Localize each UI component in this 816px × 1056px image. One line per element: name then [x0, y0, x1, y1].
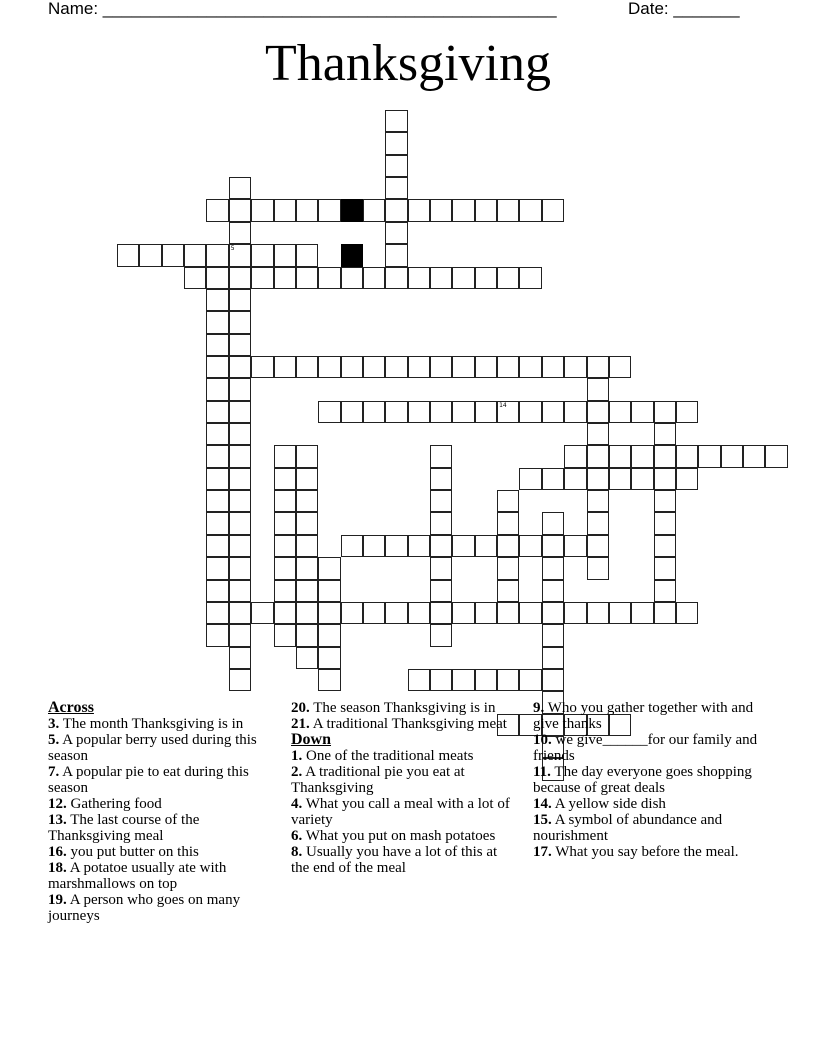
grid-cell[interactable] — [274, 356, 296, 378]
clue-text: A traditional pie you eat at Thanksgiving — [291, 764, 465, 796]
grid-cell[interactable] — [229, 602, 251, 624]
grid-cell[interactable] — [229, 177, 251, 199]
clue-number: 15. — [533, 812, 552, 828]
clue-across-21 — [291, 716, 517, 732]
grid-cell[interactable] — [452, 267, 474, 289]
grid-cell[interactable] — [206, 401, 228, 423]
grid-cell[interactable] — [229, 401, 251, 423]
clue-across-13 — [48, 812, 270, 844]
grid-cell[interactable] — [296, 356, 318, 378]
clues-column-3 — [533, 700, 763, 860]
grid-cell[interactable] — [408, 267, 430, 289]
clue-text: A traditional Thanksgiving meat — [312, 716, 507, 732]
grid-cell[interactable] — [296, 624, 318, 646]
clue-text: The month Thanksgiving is in — [62, 716, 244, 732]
grid-cell[interactable] — [229, 535, 251, 557]
grid-cell[interactable] — [587, 602, 609, 624]
clue-text: A popular berry used during this season — [48, 732, 257, 764]
grid-cell[interactable] — [564, 468, 586, 490]
grid-cell[interactable] — [408, 602, 430, 624]
grid-cell[interactable] — [229, 267, 251, 289]
grid-cell[interactable] — [542, 580, 564, 602]
grid-cell[interactable] — [519, 401, 541, 423]
grid-cell[interactable] — [587, 423, 609, 445]
grid-cell[interactable] — [654, 557, 676, 579]
grid-cell[interactable] — [318, 624, 340, 646]
grid-cell[interactable] — [274, 602, 296, 624]
grid-cell[interactable] — [430, 669, 452, 691]
grid-cell[interactable] — [631, 468, 653, 490]
grid-cell[interactable] — [430, 490, 452, 512]
grid-cell[interactable] — [519, 267, 541, 289]
grid-cell[interactable] — [139, 244, 161, 266]
grid-cell[interactable] — [206, 378, 228, 400]
clue-across-18 — [48, 860, 270, 892]
clue-text: One of the traditional meats — [306, 748, 474, 764]
grid-cell[interactable] — [430, 356, 452, 378]
grid-cell[interactable] — [318, 557, 340, 579]
grid-cell[interactable] — [542, 647, 564, 669]
grid-cell[interactable] — [206, 557, 228, 579]
clue-text: A popular pie to eat during this season — [48, 764, 249, 796]
grid-cell[interactable] — [206, 624, 228, 646]
clue-down-17 — [533, 844, 763, 860]
grid-cell[interactable] — [587, 401, 609, 423]
blocked-cell — [341, 244, 363, 266]
clue-text: What you say before the meal. — [555, 844, 739, 860]
clue-down-10 — [533, 732, 763, 764]
grid-cell[interactable] — [206, 535, 228, 557]
grid-cell[interactable] — [654, 445, 676, 467]
grid-cell[interactable] — [318, 647, 340, 669]
grid-cell[interactable] — [587, 356, 609, 378]
grid-cell[interactable] — [430, 401, 452, 423]
grid-cell[interactable] — [274, 244, 296, 266]
grid-cell[interactable] — [385, 535, 407, 557]
grid-cell[interactable] — [229, 222, 251, 244]
clue-number: 2. — [291, 764, 303, 780]
grid-cell[interactable] — [206, 244, 228, 266]
grid-cell[interactable] — [452, 199, 474, 221]
grid-cell[interactable] — [229, 334, 251, 356]
grid-cell[interactable] — [206, 334, 228, 356]
grid-cell[interactable] — [542, 557, 564, 579]
grid-cell[interactable] — [587, 557, 609, 579]
grid-cell[interactable] — [519, 468, 541, 490]
grid-cell[interactable] — [274, 267, 296, 289]
grid-cell[interactable] — [296, 580, 318, 602]
grid-cell[interactable] — [542, 468, 564, 490]
grid-cell[interactable] — [430, 535, 452, 557]
clue-text: A person who goes on many journeys — [48, 892, 241, 924]
grid-cell[interactable] — [184, 267, 206, 289]
grid-cell[interactable] — [519, 669, 541, 691]
grid-cell[interactable] — [676, 468, 698, 490]
grid-cell[interactable] — [274, 624, 296, 646]
grid-cell[interactable] — [385, 199, 407, 221]
grid-cell[interactable] — [497, 580, 519, 602]
grid-cell[interactable] — [385, 222, 407, 244]
grid-cell[interactable] — [654, 401, 676, 423]
grid-cell[interactable] — [408, 199, 430, 221]
clue-down-2 — [291, 764, 517, 796]
grid-cell[interactable] — [206, 602, 228, 624]
clue-down-9 — [533, 700, 763, 732]
grid-cell[interactable] — [654, 580, 676, 602]
grid-cell[interactable] — [206, 490, 228, 512]
clue-across-20 — [291, 700, 517, 716]
grid-cell[interactable] — [251, 602, 273, 624]
grid-cell[interactable] — [542, 624, 564, 646]
grid-cell[interactable] — [430, 445, 452, 467]
clue-text: The day everyone goes shopping because of great deals — [533, 764, 752, 796]
grid-cell[interactable] — [363, 602, 385, 624]
grid-cell[interactable] — [117, 244, 139, 266]
clue-across-12 — [48, 796, 270, 812]
grid-cell[interactable] — [296, 267, 318, 289]
grid-cell[interactable] — [251, 267, 273, 289]
grid-cell[interactable] — [385, 177, 407, 199]
grid-cell[interactable] — [497, 401, 519, 423]
clue-number: 16. — [48, 844, 67, 860]
grid-cell[interactable] — [296, 647, 318, 669]
grid-cell[interactable] — [452, 669, 474, 691]
clue-number: 6. — [291, 828, 303, 844]
grid-cell[interactable] — [229, 512, 251, 534]
grid-cell[interactable] — [274, 468, 296, 490]
grid-cell[interactable] — [519, 602, 541, 624]
grid-cell[interactable] — [587, 535, 609, 557]
grid-cell[interactable] — [341, 267, 363, 289]
grid-cell[interactable] — [318, 580, 340, 602]
grid-cell[interactable] — [274, 445, 296, 467]
grid-cell[interactable] — [408, 356, 430, 378]
grid-cell[interactable] — [430, 512, 452, 534]
grid-cell[interactable] — [609, 602, 631, 624]
clue-number: 19. — [48, 892, 67, 908]
grid-cell[interactable] — [385, 401, 407, 423]
grid-cell[interactable] — [587, 512, 609, 534]
clue-down-1 — [291, 748, 517, 764]
clue-number: 18. — [48, 860, 67, 876]
clue-number: 10. — [533, 732, 552, 748]
grid-cell[interactable] — [452, 602, 474, 624]
grid-cell[interactable] — [206, 512, 228, 534]
grid-cell[interactable] — [251, 199, 273, 221]
grid-cell[interactable] — [497, 669, 519, 691]
grid-cell[interactable] — [318, 356, 340, 378]
clue-text: A potatoe usually ate with marshmallows on top — [48, 860, 227, 892]
grid-cell[interactable] — [698, 445, 720, 467]
grid-cell[interactable] — [229, 557, 251, 579]
grid-cell[interactable] — [296, 512, 318, 534]
grid-cell[interactable] — [341, 535, 363, 557]
clue-number: 12. — [48, 796, 67, 812]
name-field-label: Name: ________________________________________________ — [48, 0, 557, 18]
grid-cell[interactable] — [206, 199, 228, 221]
grid-cell[interactable] — [587, 490, 609, 512]
grid-cell[interactable] — [587, 468, 609, 490]
grid-cell[interactable] — [296, 445, 318, 467]
grid-cell[interactable] — [162, 244, 184, 266]
grid-cell[interactable] — [229, 356, 251, 378]
down-heading: Down — [291, 731, 332, 748]
grid-cell[interactable] — [385, 155, 407, 177]
grid-cell[interactable] — [609, 401, 631, 423]
clue-number: 3. — [48, 716, 60, 732]
clue-text: Usually you have a lot of this at the end of the meal — [291, 844, 498, 876]
grid-cell[interactable] — [385, 244, 407, 266]
clue-across-3 — [48, 716, 270, 732]
blocked-cell — [341, 199, 363, 221]
clue-across-7 — [48, 764, 270, 796]
grid-cell[interactable] — [385, 110, 407, 132]
clue-across-5 — [48, 732, 270, 764]
clue-text: The season Thanksgiving is in — [313, 700, 496, 716]
grid-cell[interactable] — [385, 267, 407, 289]
grid-cell[interactable] — [676, 401, 698, 423]
grid-cell[interactable] — [206, 445, 228, 467]
grid-cell[interactable] — [542, 356, 564, 378]
grid-cell[interactable] — [542, 401, 564, 423]
clue-number: 21. — [291, 716, 310, 732]
clue-number: 5. — [48, 732, 60, 748]
clue-number: 11. — [533, 764, 551, 780]
grid-cell[interactable] — [587, 378, 609, 400]
grid-cell[interactable] — [274, 490, 296, 512]
clue-number: 1. — [291, 748, 303, 764]
grid-cell[interactable] — [296, 199, 318, 221]
grid-cell[interactable] — [497, 602, 519, 624]
grid-cell[interactable] — [654, 490, 676, 512]
grid-cell[interactable] — [452, 356, 474, 378]
grid-cell[interactable] — [229, 468, 251, 490]
clue-down-14 — [533, 796, 763, 812]
grid-cell[interactable] — [542, 535, 564, 557]
grid-cell[interactable] — [274, 580, 296, 602]
clue-text: Who you gather together with and give thanks — [533, 700, 754, 732]
clue-text: A symbol of abundance and nourishment — [533, 812, 723, 844]
clue-number-label: 3 — [342, 200, 347, 208]
grid-cell[interactable] — [206, 356, 228, 378]
grid-cell[interactable] — [721, 445, 743, 467]
clue-number: 4. — [291, 796, 303, 812]
grid-cell[interactable] — [296, 557, 318, 579]
grid-cell[interactable] — [497, 356, 519, 378]
grid-cell[interactable] — [318, 401, 340, 423]
grid-cell[interactable] — [654, 512, 676, 534]
grid-cell[interactable] — [475, 356, 497, 378]
clue-text: we give______for our family and friends — [533, 732, 758, 764]
grid-cell[interactable] — [475, 199, 497, 221]
grid-cell[interactable] — [609, 468, 631, 490]
grid-cell[interactable] — [564, 602, 586, 624]
grid-cell[interactable] — [363, 356, 385, 378]
clue-number: 8. — [291, 844, 303, 860]
grid-cell[interactable] — [519, 535, 541, 557]
grid-cell[interactable] — [229, 311, 251, 333]
clues-column-1 — [48, 700, 270, 924]
grid-cell[interactable] — [654, 468, 676, 490]
grid-cell[interactable] — [564, 401, 586, 423]
grid-cell[interactable] — [765, 445, 787, 467]
grid-cell[interactable] — [475, 602, 497, 624]
grid-cell[interactable] — [229, 378, 251, 400]
grid-cell[interactable] — [475, 401, 497, 423]
clue-text: What you put on mash potatoes — [305, 828, 496, 844]
grid-cell[interactable] — [229, 289, 251, 311]
clue-down-8 — [291, 844, 517, 876]
grid-cell[interactable] — [274, 199, 296, 221]
page-title: Thanksgiving — [265, 35, 551, 92]
grid-cell[interactable] — [654, 602, 676, 624]
grid-cell[interactable] — [296, 244, 318, 266]
grid-cell[interactable] — [229, 624, 251, 646]
grid-cell[interactable] — [609, 356, 631, 378]
clue-number: 9. — [533, 700, 545, 716]
grid-cell[interactable] — [318, 602, 340, 624]
grid-cell[interactable] — [497, 557, 519, 579]
grid-cell[interactable] — [676, 602, 698, 624]
grid-cell[interactable] — [542, 602, 564, 624]
grid-cell[interactable] — [408, 401, 430, 423]
grid-cell[interactable] — [542, 199, 564, 221]
grid-cell[interactable] — [341, 356, 363, 378]
clue-number: 13. — [48, 812, 67, 828]
grid-cell[interactable] — [430, 580, 452, 602]
grid-cell[interactable] — [587, 445, 609, 467]
grid-cell[interactable] — [206, 423, 228, 445]
grid-cell[interactable] — [274, 557, 296, 579]
grid-cell[interactable] — [206, 311, 228, 333]
grid-cell[interactable] — [475, 535, 497, 557]
grid-cell[interactable] — [654, 423, 676, 445]
grid-cell[interactable] — [206, 267, 228, 289]
grid-cell[interactable] — [385, 602, 407, 624]
grid-cell[interactable] — [542, 669, 564, 691]
grid-cell[interactable] — [385, 356, 407, 378]
grid-cell[interactable] — [318, 267, 340, 289]
clue-text: Gathering food — [70, 796, 162, 812]
grid-cell[interactable] — [452, 535, 474, 557]
grid-cell[interactable] — [229, 199, 251, 221]
clue-number-label: 5 — [230, 245, 235, 253]
grid-cell[interactable] — [274, 512, 296, 534]
grid-cell[interactable] — [497, 199, 519, 221]
grid-cell[interactable] — [296, 490, 318, 512]
grid-cell[interactable] — [229, 580, 251, 602]
grid-cell[interactable] — [184, 244, 206, 266]
clues-column-2 — [291, 700, 517, 876]
clue-down-11 — [533, 764, 763, 796]
clue-text: What you call a meal with a lot of variety — [291, 796, 510, 828]
grid-cell[interactable] — [631, 445, 653, 467]
clue-text: you put butter on this — [70, 844, 199, 860]
clue-across-19 — [48, 892, 270, 924]
grid-cell[interactable] — [251, 356, 273, 378]
clue-number: 14. — [533, 796, 552, 812]
grid-cell[interactable] — [341, 401, 363, 423]
grid-cell[interactable] — [206, 468, 228, 490]
clue-down-6 — [291, 828, 517, 844]
grid-cell[interactable] — [363, 535, 385, 557]
clue-number: 20. — [291, 700, 310, 716]
grid-cell[interactable] — [430, 602, 452, 624]
grid-cell[interactable] — [408, 535, 430, 557]
grid-cell[interactable] — [274, 535, 296, 557]
grid-cell[interactable] — [229, 669, 251, 691]
clue-number-label: 14 — [499, 401, 507, 409]
grid-cell[interactable] — [631, 602, 653, 624]
grid-cell[interactable] — [497, 535, 519, 557]
grid-cell[interactable] — [408, 669, 430, 691]
grid-cell[interactable] — [542, 512, 564, 534]
across-heading: Across — [48, 699, 94, 716]
grid-cell[interactable] — [229, 423, 251, 445]
grid-cell[interactable] — [475, 669, 497, 691]
grid-cell[interactable] — [452, 401, 474, 423]
grid-cell[interactable] — [609, 445, 631, 467]
grid-cell[interactable] — [229, 647, 251, 669]
grid-cell[interactable] — [497, 512, 519, 534]
grid-cell[interactable] — [341, 602, 363, 624]
grid-cell[interactable] — [296, 535, 318, 557]
grid-cell[interactable] — [363, 401, 385, 423]
grid-cell[interactable] — [519, 199, 541, 221]
grid-cell[interactable] — [206, 289, 228, 311]
grid-cell[interactable] — [519, 356, 541, 378]
grid-cell[interactable] — [251, 244, 273, 266]
grid-cell[interactable] — [318, 669, 340, 691]
grid-cell[interactable] — [430, 624, 452, 646]
clue-text: A yellow side dish — [554, 796, 666, 812]
grid-cell[interactable] — [497, 490, 519, 512]
grid-cell[interactable] — [363, 267, 385, 289]
grid-cell[interactable] — [631, 401, 653, 423]
grid-cell[interactable] — [564, 445, 586, 467]
clue-across-16 — [48, 844, 270, 860]
grid-cell[interactable] — [229, 490, 251, 512]
grid-cell[interactable] — [296, 468, 318, 490]
grid-cell[interactable] — [318, 199, 340, 221]
clue-text: The last course of the Thanksgiving meal — [48, 812, 200, 844]
grid-cell[interactable] — [743, 445, 765, 467]
grid-cell[interactable] — [229, 445, 251, 467]
grid-cell[interactable] — [430, 199, 452, 221]
grid-cell[interactable] — [564, 356, 586, 378]
grid-cell[interactable] — [430, 267, 452, 289]
grid-cell[interactable] — [564, 535, 586, 557]
date-field-label: Date: _______ — [628, 0, 740, 18]
clue-number: 17. — [533, 844, 552, 860]
grid-cell[interactable] — [497, 267, 519, 289]
clue-down-15 — [533, 812, 763, 844]
grid-cell[interactable] — [229, 244, 251, 266]
grid-cell[interactable] — [430, 468, 452, 490]
grid-cell[interactable] — [385, 132, 407, 154]
clue-number: 7. — [48, 764, 60, 780]
grid-cell[interactable] — [363, 199, 385, 221]
grid-cell[interactable] — [475, 267, 497, 289]
grid-cell[interactable] — [430, 557, 452, 579]
grid-cell[interactable] — [296, 602, 318, 624]
grid-cell[interactable] — [676, 445, 698, 467]
grid-cell[interactable] — [206, 580, 228, 602]
clue-down-4 — [291, 796, 517, 828]
grid-cell[interactable] — [654, 535, 676, 557]
